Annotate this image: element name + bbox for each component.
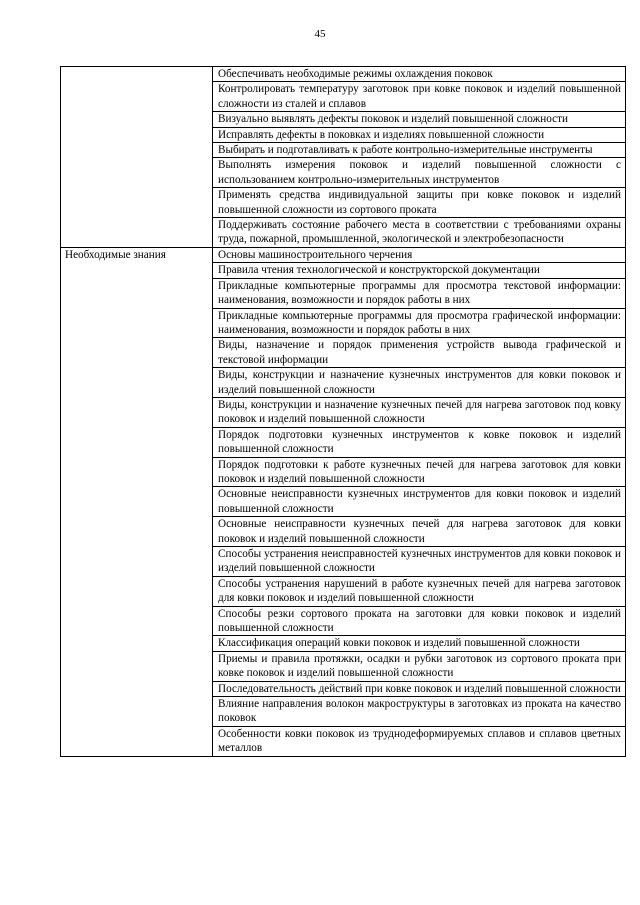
requirement-item: Влияние направления волокон макроструктуры в заготовках из проката на качество поковок	[213, 697, 626, 727]
requirement-item: Контролировать температуру заготовок при ковке поковок и изделий повышенной сложности из сталей и сплавов	[213, 82, 626, 112]
requirement-item: Приемы и правила протяжки, осадки и рубки заготовок из сортового проката при ковке поковок и изделий повышенной сложности	[213, 651, 626, 681]
table-row	[61, 247, 626, 262]
requirement-item: Прикладные компьютерные программы для просмотра графической информации: наименования, возможности и порядок работы в них	[213, 308, 626, 338]
requirement-item: Применять средства индивидуальной защиты при ковке поковок и изделий повышенной сложности из сортового проката	[213, 188, 626, 218]
requirement-item: Правила чтения технологической и конструкторской документации	[213, 263, 626, 278]
page-number: 45	[314, 28, 326, 40]
requirement-item: Исправлять дефекты в поковках и изделиях повышенной сложности	[213, 127, 626, 142]
requirement-item: Способы резки сортового проката на заготовки для ковки поковок и изделий повышенной сложности	[213, 606, 626, 636]
table-body	[61, 67, 626, 757]
table-row	[61, 67, 626, 82]
requirement-item: Визуально выявлять дефекты поковок и изделий повышенной сложности	[213, 112, 626, 127]
requirement-item: Поддерживать состояние рабочего места в соответствии с требованиями охраны труда, пожарной, промышленной, экологической и электробезопасности	[213, 218, 626, 248]
requirement-item: Виды, конструкции и назначение кузнечных печей для нагрева заготовок под ковку поковок и изделий повышенной сложности	[213, 397, 626, 427]
requirement-item: Особенности ковки поковок из труднодеформируемых сплавов и сплавов цветных металлов	[213, 726, 626, 756]
requirement-item: Порядок подготовки кузнечных инструментов к ковке поковок и изделий повышенной сложности	[213, 427, 626, 457]
requirement-item: Порядок подготовки к работе кузнечных печей для нагрева заготовок для ковки поковок и изделий повышенной сложности	[213, 457, 626, 487]
requirement-item: Выбирать и подготавливать к работе контрольно-измерительные инструменты	[213, 143, 626, 158]
requirement-item: Обеспечивать необходимые режимы охлаждения поковок	[213, 67, 626, 82]
requirement-item: Способы устранения нарушений в работе кузнечных печей для нагрева заготовок для ковки поковок и изделий повышенной сложности	[213, 576, 626, 606]
section-label: Необходимые знания	[61, 247, 213, 756]
requirement-item: Основы машиностроительного черчения	[213, 247, 626, 262]
requirement-item: Основные неисправности кузнечных печей для нагрева заготовок для ковки поковок и изделий повышенной сложности	[213, 517, 626, 547]
requirement-item: Классификация операций ковки поковок и изделий повышенной сложности	[213, 636, 626, 651]
requirement-item: Выполнять измерения поковок и изделий повышенной сложности с использованием контрольно-измерительных инструментов	[213, 158, 626, 188]
section-label	[61, 67, 213, 248]
requirement-item: Прикладные компьютерные программы для просмотра текстовой информации: наименования, возможности и порядок работы в них	[213, 278, 626, 308]
requirement-item: Основные неисправности кузнечных инструментов для ковки поковок и изделий повышенной сложности	[213, 487, 626, 517]
requirement-item: Виды, назначение и порядок применения устройств вывода графической и текстовой информации	[213, 338, 626, 368]
requirement-item: Виды, конструкции и назначение кузнечных инструментов для ковки поковок и изделий повышенной сложности	[213, 368, 626, 398]
requirement-item: Последовательность действий при ковке поковок и изделий повышенной сложности	[213, 681, 626, 696]
requirement-item: Способы устранения неисправностей кузнечных инструментов для ковки поковок и изделий повышенной сложности	[213, 547, 626, 577]
requirements-table	[60, 66, 626, 757]
